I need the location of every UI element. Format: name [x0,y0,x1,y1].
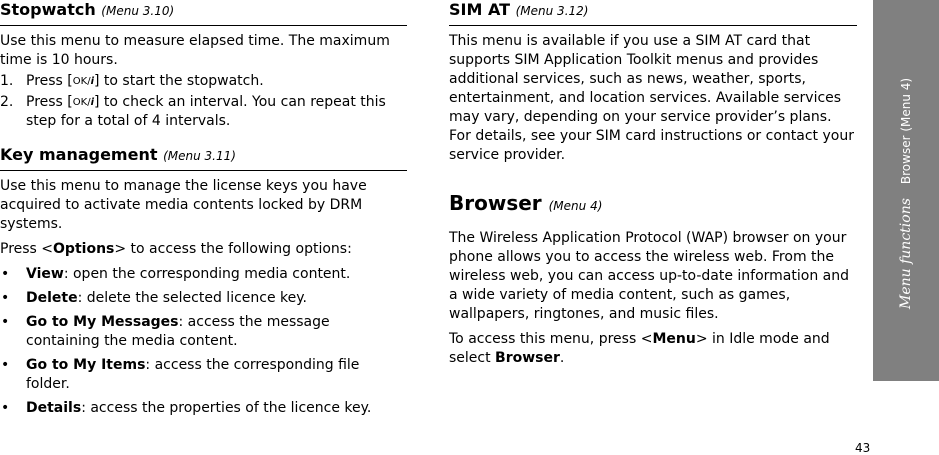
bullet: • [1,266,10,282]
right-column [449,0,857,368]
sidebar-chapter: Menu functions [898,198,914,309]
step-text-post: ] to check an interval. You can repeat this step for a total of 4 intervals. [26,94,386,129]
list-item: • View: open the corresponding media content. [1,266,351,282]
step-text-pre: Press [ [26,94,73,110]
stopwatch-heading [0,0,407,26]
ok-key-icon: OK/i [72,97,95,108]
stopwatch-ref: (Menu 3.10) [101,4,175,18]
bullet: • [1,314,10,330]
key-management-intro: Use this menu to manage the license keys you have acquired to activate media contents locked by DRM systems. [0,178,367,232]
key-management-ref: (Menu 3.11) [163,149,236,163]
key-management-options [0,265,407,418]
key-management-heading [0,145,407,171]
browser-ref: (Menu 4) [548,199,603,213]
list-item: • Go to My Items: access the corresponding file folder. [1,357,360,392]
sim-at-ref: (Menu 3.12) [515,4,589,18]
step-number: 2. [0,94,14,110]
browser-body: The Wireless Application Protocol (WAP) browser on your phone allows you to access the wireless web. From the wireless web, you can access up-to-date information and a wide variety of media content, such as games, wallpapers, ringtones, and music files. [449,230,849,322]
list-item: • Delete: delete the selected licence key. [1,290,307,306]
bullet: • [1,357,10,373]
key-management-press: Press <Options> to access the following options: [0,241,352,257]
sim-at-heading [449,0,857,26]
sidebar-label [873,0,939,381]
page-number: 43 [855,441,871,455]
list-item: • Details: access the properties of the licence key. [1,400,372,416]
step-item [0,93,407,131]
bullet: • [1,290,10,306]
stopwatch-title: Stopwatch [0,0,96,19]
step-number: 1. [0,73,14,89]
left-column [0,0,407,423]
browser-title: Browser [449,191,542,215]
chapter-sidebar [873,0,939,381]
list-item: • Go to My Messages: access the message containing the media content. [1,314,330,349]
key-management-title: Key management [0,145,158,164]
bullet: • [1,400,10,416]
sim-at-body: This menu is available if you use a SIM AT card that supports SIM Application Toolkit menus and provides additional services, such as news, weather, sports, entertainment, and location services. Available services may vary, depending on your service provider’s plans. For details, see your SIM card instructions or contact your service provider. [449,33,854,163]
stopwatch-intro: Use this menu to measure elapsed time. The maximum time is 10 hours. [0,33,390,68]
browser-access: To access this menu, press <Menu> in Idle mode and select Browser. [449,331,830,366]
sim-at-title: SIM AT [449,0,511,19]
browser-heading [449,191,857,218]
ok-key-icon: OK/i [72,76,95,87]
step-item [0,72,407,91]
step-text-pre: Press [ [26,73,73,89]
sidebar-section: Browser (Menu 4) [899,77,913,185]
stopwatch-steps [0,72,407,131]
step-text-post: ] to start the stopwatch. [94,73,264,89]
